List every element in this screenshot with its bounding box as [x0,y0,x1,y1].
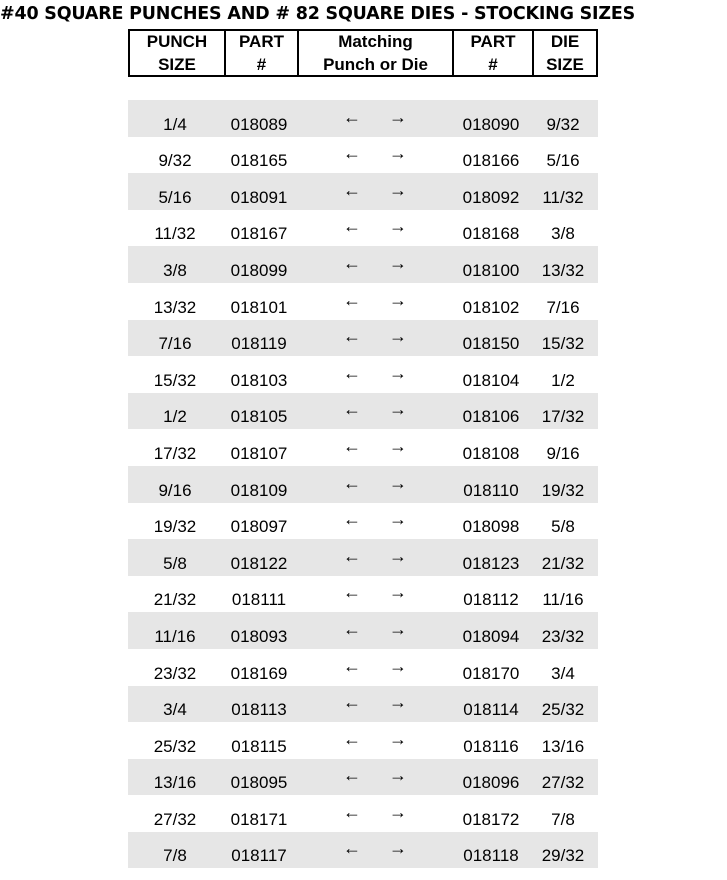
header-punch-size [128,31,224,75]
right-arrow-icon: → [389,692,407,713]
left-arrow-icon: ← [343,801,361,822]
punch-part-cell: 018093 [230,626,288,646]
die-size-cell: 3/8 [551,224,575,244]
punch-size-cell: 7/8 [163,846,187,866]
header-die-size-line2: SIZE [546,55,584,74]
punch-size-cell: 5/8 [163,553,187,573]
left-arrow-icon: ← [343,362,361,383]
die-part-cell: 018106 [462,407,520,427]
left-arrow-icon: ← [343,545,361,566]
header-punch-part-line2: # [256,55,267,74]
die-size-cell: 9/16 [546,443,580,463]
right-arrow-icon: → [389,545,407,566]
left-arrow-icon: ← [343,692,361,713]
left-arrow-icon: ← [343,472,361,493]
header-die-part-line1: PART [470,32,516,51]
table-row [128,686,598,723]
table-row [128,210,598,247]
punch-size-cell: 5/16 [158,187,192,207]
right-arrow-icon: → [389,728,407,749]
table-row [128,283,598,320]
left-arrow-icon: ← [343,509,361,530]
table-row [128,795,598,832]
left-arrow-icon: ← [343,435,361,456]
right-arrow-icon: → [389,838,407,859]
punch-size-cell: 13/32 [153,297,197,317]
punch-part-cell: 018171 [230,809,288,829]
right-arrow-icon: → [389,618,407,639]
die-part-cell: 018100 [462,260,520,280]
right-arrow-icon: → [389,435,407,456]
left-arrow-icon: ← [343,179,361,200]
die-size-cell: 17/32 [541,407,585,427]
table-row [128,393,598,430]
die-size-cell: 13/32 [541,260,585,280]
punch-part-cell: 018101 [230,297,288,317]
punch-size-cell: 27/32 [153,809,197,829]
right-arrow-icon: → [389,106,407,127]
die-size-cell: 11/32 [542,187,584,207]
left-arrow-icon: ← [343,216,361,237]
table-row [128,466,598,503]
die-size-cell: 5/16 [546,151,580,171]
punch-size-cell: 9/16 [158,480,192,500]
left-arrow-icon: ← [343,252,361,273]
punch-size-cell: 23/32 [153,663,197,683]
die-size-cell: 13/16 [541,736,585,756]
document-title: #40 SQUARE PUNCHES AND # 82 SQUARE DIES - STOCKING SIZES [0,4,636,24]
right-arrow-icon: → [389,765,407,786]
punch-part-cell: 018105 [230,407,288,427]
header-punch-size-line1: PUNCH [146,32,208,51]
right-arrow-icon: → [389,509,407,530]
punch-size-cell: 17/32 [153,443,197,463]
table-body [128,100,598,868]
punch-size-cell: 25/32 [153,736,197,756]
header-punch-part-line1: PART [238,32,284,51]
punch-part-cell: 018165 [230,151,288,171]
table-row [128,649,598,686]
punch-size-cell: 7/16 [158,334,192,354]
punch-size-cell: 3/8 [163,260,187,280]
table-row [128,137,598,174]
die-part-cell: 018098 [462,517,520,537]
right-arrow-icon: → [389,399,407,420]
die-part-cell: 018166 [462,151,520,171]
left-arrow-icon: ← [343,326,361,347]
punch-size-cell: 21/32 [153,590,197,610]
punch-size-cell: 1/2 [163,407,187,427]
punch-part-cell: 018095 [230,773,288,793]
punch-part-cell: 018091 [230,187,288,207]
die-part-cell: 018118 [463,846,519,866]
die-part-cell: 018090 [462,114,520,134]
left-arrow-icon: ← [343,289,361,310]
right-arrow-icon: → [389,326,407,347]
right-arrow-icon: → [389,655,407,676]
left-arrow-icon: ← [343,582,361,603]
right-arrow-icon: → [389,252,407,273]
left-arrow-icon: ← [343,143,361,164]
left-arrow-icon: ← [343,765,361,786]
left-arrow-icon: ← [343,838,361,859]
header-punch-size-line2: SIZE [158,55,196,74]
table-row [128,503,598,540]
punch-part-cell: 018117 [231,846,287,866]
die-part-cell: 018168 [462,224,520,244]
punch-part-cell: 018109 [230,480,288,500]
right-arrow-icon: → [389,216,407,237]
left-arrow-icon: ← [343,728,361,749]
punch-size-cell: 15/32 [153,370,197,390]
die-size-cell: 25/32 [541,700,585,720]
table-row [128,356,598,393]
table-row [128,100,598,137]
table-row [128,173,598,210]
die-part-cell: 018172 [462,809,520,829]
punch-part-cell: 018097 [230,517,288,537]
header-die-part [452,31,532,75]
die-size-cell: 19/32 [541,480,585,500]
left-arrow-icon: ← [343,106,361,127]
die-part-cell: 018112 [463,590,519,610]
right-arrow-icon: → [389,362,407,383]
table-row [128,832,598,869]
die-part-cell: 018108 [462,443,520,463]
die-part-cell: 018114 [463,700,519,720]
header-matching-line2: Punch or Die [323,55,428,74]
die-part-cell: 018150 [462,334,520,354]
punch-size-cell: 11/16 [154,626,196,646]
punch-size-cell: 3/4 [163,700,187,720]
right-arrow-icon: → [389,582,407,603]
die-size-cell: 27/32 [541,773,585,793]
header-matching [297,31,452,75]
punch-part-cell: 018167 [230,224,288,244]
die-size-cell: 9/32 [546,114,580,134]
die-part-cell: 018096 [462,773,520,793]
punch-part-cell: 018111 [231,590,287,610]
die-size-cell: 7/8 [551,809,575,829]
die-part-cell: 018116 [463,736,519,756]
die-size-cell: 11/16 [542,590,584,610]
die-part-cell: 018123 [462,553,520,573]
punch-part-cell: 018115 [231,736,287,756]
die-part-cell: 018092 [462,187,520,207]
punch-size-cell: 11/32 [154,224,196,244]
right-arrow-icon: → [389,143,407,164]
die-size-cell: 7/16 [546,297,580,317]
punch-part-cell: 018169 [230,663,288,683]
table-row [128,576,598,613]
die-part-cell: 018102 [462,297,520,317]
header-matching-line1: Matching [338,32,413,51]
left-arrow-icon: ← [343,399,361,420]
table-row [128,759,598,796]
punch-size-cell: 9/32 [158,151,192,171]
die-part-cell: 018170 [462,663,520,683]
die-size-cell: 1/2 [551,370,575,390]
table-row [128,722,598,759]
table-row [128,429,598,466]
punch-part-cell: 018119 [231,334,287,354]
header-die-size [532,31,598,75]
header-punch-part [224,31,297,75]
punch-part-cell: 018103 [230,370,288,390]
punch-part-cell: 018099 [230,260,288,280]
die-part-cell: 018104 [462,370,520,390]
punch-part-cell: 018107 [230,443,288,463]
table-row [128,612,598,649]
header-die-size-line1: DIE [550,32,580,51]
punch-part-cell: 018089 [230,114,288,134]
die-size-cell: 15/32 [541,334,585,354]
left-arrow-icon: ← [343,655,361,676]
die-size-cell: 21/32 [541,553,585,573]
die-part-cell: 018110 [463,480,519,500]
die-part-cell: 018094 [462,626,520,646]
punch-size-cell: 19/32 [153,517,197,537]
table-row [128,539,598,576]
die-size-cell: 23/32 [541,626,585,646]
table-row [128,246,598,283]
die-size-cell: 29/32 [541,846,585,866]
left-arrow-icon: ← [343,618,361,639]
table-row [128,320,598,357]
punch-part-cell: 018122 [230,553,288,573]
punch-size-cell: 13/16 [153,773,197,793]
right-arrow-icon: → [389,801,407,822]
right-arrow-icon: → [389,472,407,493]
punch-part-cell: 018113 [231,700,287,720]
right-arrow-icon: → [389,289,407,310]
punch-size-cell: 1/4 [163,114,187,134]
die-size-cell: 3/4 [551,663,575,683]
table-header [128,29,598,77]
header-die-part-line2: # [488,55,498,74]
right-arrow-icon: → [389,179,407,200]
die-size-cell: 5/8 [551,517,575,537]
